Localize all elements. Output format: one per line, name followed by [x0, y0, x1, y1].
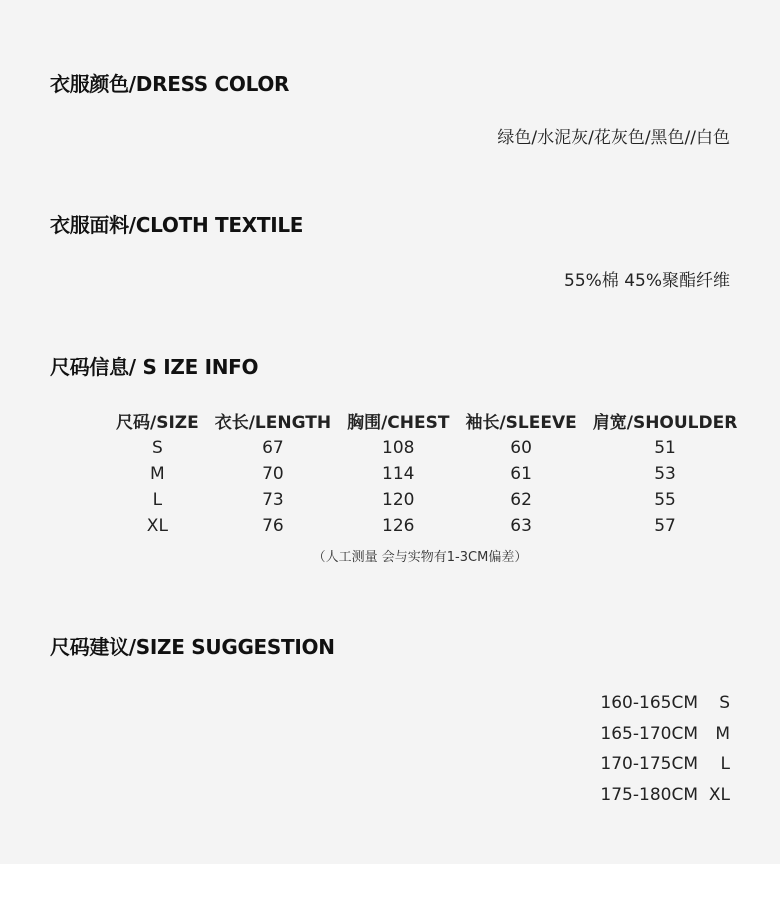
cell-chest: 114 [382, 464, 415, 484]
cell-length: 76 [262, 516, 284, 536]
cell-shoulder: 51 [654, 438, 676, 458]
suggestion-height: 165-170CM [600, 723, 698, 744]
measurement-note: （人工测量 会与实物有1-3CM偏差） [312, 550, 528, 565]
table-row [108, 461, 745, 487]
list-item [600, 780, 730, 811]
cell-sleeve: 63 [510, 516, 532, 536]
cell-chest: 126 [382, 516, 415, 536]
cell-size: M [150, 464, 165, 484]
cell-length: 70 [262, 464, 284, 484]
cell-sleeve: 61 [510, 464, 532, 484]
cell-shoulder: 53 [654, 464, 676, 484]
size-suggestion-list [600, 688, 730, 810]
size-table-header-row [108, 405, 745, 435]
cell-chest: 120 [382, 490, 415, 510]
page-footer-strip [0, 864, 780, 911]
table-row [108, 487, 745, 513]
cloth-textile-heading: 衣服面料/CLOTH TEXTILE [50, 213, 304, 237]
cell-size: S [151, 438, 163, 458]
cell-sleeve: 60 [510, 438, 532, 458]
list-item [600, 688, 730, 719]
cell-sleeve: 62 [510, 490, 532, 510]
dress-color-heading: 衣服颜色/DRESS COLOR [50, 72, 290, 96]
header-length: 衣长/LENGTH [214, 412, 332, 433]
suggestion-height: 160-165CM [600, 693, 698, 714]
list-item [600, 719, 730, 750]
cell-length: 73 [262, 490, 284, 510]
cloth-textile-value: 55%棉 45%聚酯纤维 [564, 271, 730, 291]
cell-chest: 108 [382, 438, 415, 458]
size-info-heading: 尺码信息/ S IZE INFO [50, 355, 259, 379]
cell-size: XL [146, 516, 168, 536]
size-table [108, 405, 745, 539]
list-item [600, 749, 730, 780]
cell-shoulder: 57 [654, 516, 676, 536]
suggestion-size: XL [708, 784, 730, 805]
header-chest: 胸围/CHEST [347, 412, 450, 433]
table-row [108, 513, 745, 539]
cell-length: 67 [262, 438, 284, 458]
suggestion-size: L [720, 754, 730, 775]
header-shoulder: 肩宽/SHOULDER [592, 412, 738, 433]
header-size: 尺码/SIZE [116, 412, 199, 433]
suggestion-size: S [719, 693, 730, 714]
cell-size: L [152, 490, 163, 510]
cell-shoulder: 55 [654, 490, 676, 510]
dress-color-value: 绿色/水泥灰/花灰色/黑色//白色 [497, 128, 730, 148]
suggestion-size: M [715, 723, 730, 744]
header-sleeve: 袖长/SLEEVE [465, 412, 577, 433]
size-suggestion-heading: 尺码建议/SIZE SUGGESTION [50, 635, 335, 659]
suggestion-height: 175-180CM [600, 784, 698, 805]
suggestion-height: 170-175CM [600, 754, 698, 775]
table-row [108, 435, 745, 461]
